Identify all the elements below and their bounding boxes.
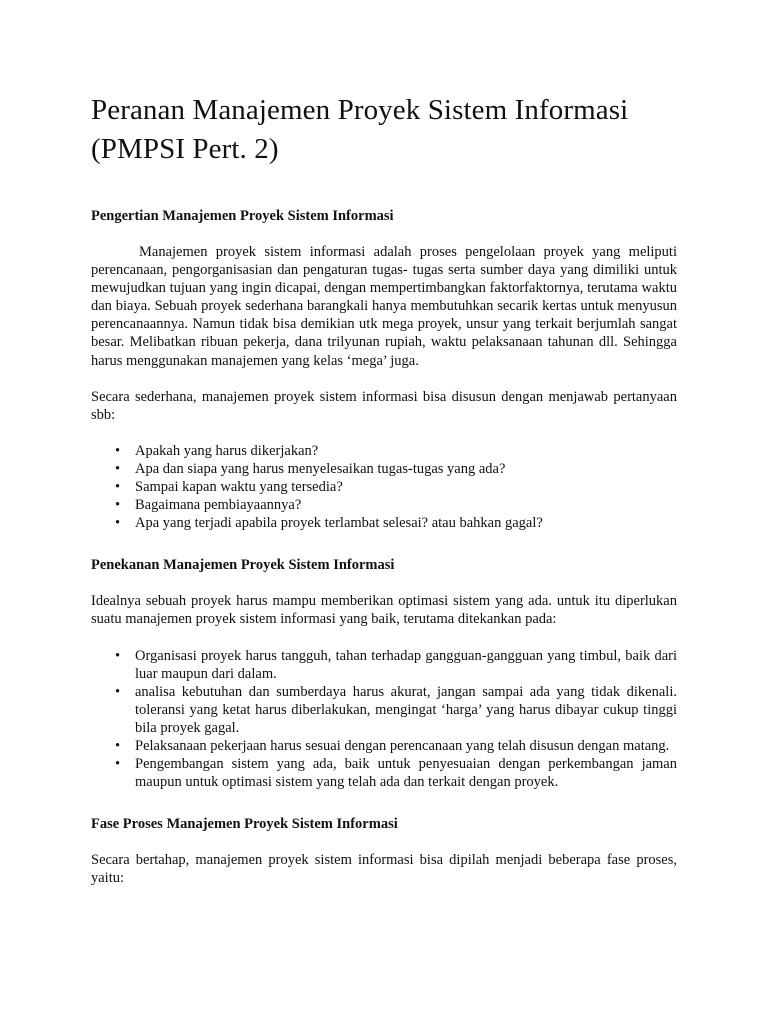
list-item xyxy=(115,514,677,532)
bullet-list xyxy=(91,442,677,532)
list-item xyxy=(115,683,677,737)
section-heading: Penekanan Manajemen Proyek Sistem Informasi xyxy=(91,557,395,574)
bullet-icon: • xyxy=(115,737,121,754)
bullet-icon: • xyxy=(115,515,121,532)
list-item-text: Sampai kapan waktu yang tersedia? xyxy=(135,479,343,496)
list-item xyxy=(115,737,677,755)
page-title: Peranan Manajemen Proyek Sistem Informasi (PMPSI Pert. 2) xyxy=(91,94,629,165)
section-paragraph: Secara bertahap, manajemen proyek sistem informasi bisa dipilah menjadi beberapa fase proses, yaitu: xyxy=(91,852,677,887)
section-fase-proses xyxy=(91,815,677,887)
section-heading: Fase Proses Manajemen Proyek Sistem Informasi xyxy=(91,816,398,833)
bullet-list xyxy=(91,647,677,792)
bullet-icon: • xyxy=(115,683,121,700)
list-item xyxy=(115,460,677,478)
bullet-icon: • xyxy=(115,460,121,477)
list-item-text: Apakah yang harus dikerjakan? xyxy=(135,442,319,459)
list-item xyxy=(115,478,677,496)
bullet-icon: • xyxy=(115,756,121,773)
list-item xyxy=(115,647,677,683)
list-item-text: Organisasi proyek harus tangguh, tahan terhadap gangguan-gangguan yang timbul, baik dari luar maupun dari dalam. xyxy=(135,647,677,682)
section-paragraph: Idealnya sebuah proyek harus mampu memberikan optimasi sistem yang ada. untuk itu diperlukan suatu manajemen proyek sistem informasi yang baik, terutama ditekankan pada: xyxy=(91,593,677,628)
list-item-text: Apa yang terjadi apabila proyek terlambat selesai? atau bahkan gagal? xyxy=(135,515,543,532)
bullet-icon: • xyxy=(115,647,121,664)
list-item-text: Pelaksanaan pekerjaan harus sesuai dengan perencanaan yang telah disusun dengan matang. xyxy=(135,737,670,754)
section-heading: Pengertian Manajemen Proyek Sistem Informasi xyxy=(91,208,394,224)
bullet-icon: • xyxy=(115,497,121,514)
list-item xyxy=(115,442,677,460)
section-paragraph: Secara sederhana, manajemen proyek sistem informasi bisa disusun dengan menjawab pertanyaan sbb: xyxy=(91,388,677,423)
list-item-text: Apa dan siapa yang harus menyelesaikan tugas-tugas yang ada? xyxy=(135,460,506,477)
section-penekanan xyxy=(91,556,677,791)
bullet-icon: • xyxy=(115,479,121,496)
list-item-text: Bagaimana pembiayaannya? xyxy=(135,497,302,514)
list-item-text: analisa kebutuhan dan sumberdaya harus akurat, jangan sampai ada yang tidak dikenali. toleransi yang ketat harus diberlakukan, mengingat ‘harga’ yang harus dibayar cukup tinggi bila proyek gagal. xyxy=(135,683,677,736)
list-item xyxy=(115,755,677,791)
list-item-text: Pengembangan sistem yang ada, baik untuk penyesuaian dengan perkembangan jaman maupun untuk optimasi sistem yang telah ada dan terkait dengan proyek. xyxy=(135,756,677,791)
bullet-icon: • xyxy=(115,442,121,459)
list-item xyxy=(115,496,677,514)
section-paragraph: Manajemen proyek sistem informasi adalah proses pengelolaan proyek yang meliputi perencanaan, pengorganisasian dan pengaturan tugas- tugas serta sumber daya yang dimiliki untuk mewujudkan tujuan yang ingin dicapai, dengan mempertimbangkan faktorfaktornya, terutama waktu dan biaya. Sebuah proyek sederhana barangkali hanya membutuhkan secarik kertas untuk menyusun perencanaannya. Namun tidak bisa demikian utk mega proyek, unsur yang terkait berjumlah sangat besar. Melibatkan ribuan pekerja, dana trilyunan rupiah, waktu pelaksanaan tahunan dll. Sehingga harus menggunakan manajemen yang kelas ‘mega’ juga. xyxy=(91,244,677,369)
section-pengertian xyxy=(91,207,677,532)
